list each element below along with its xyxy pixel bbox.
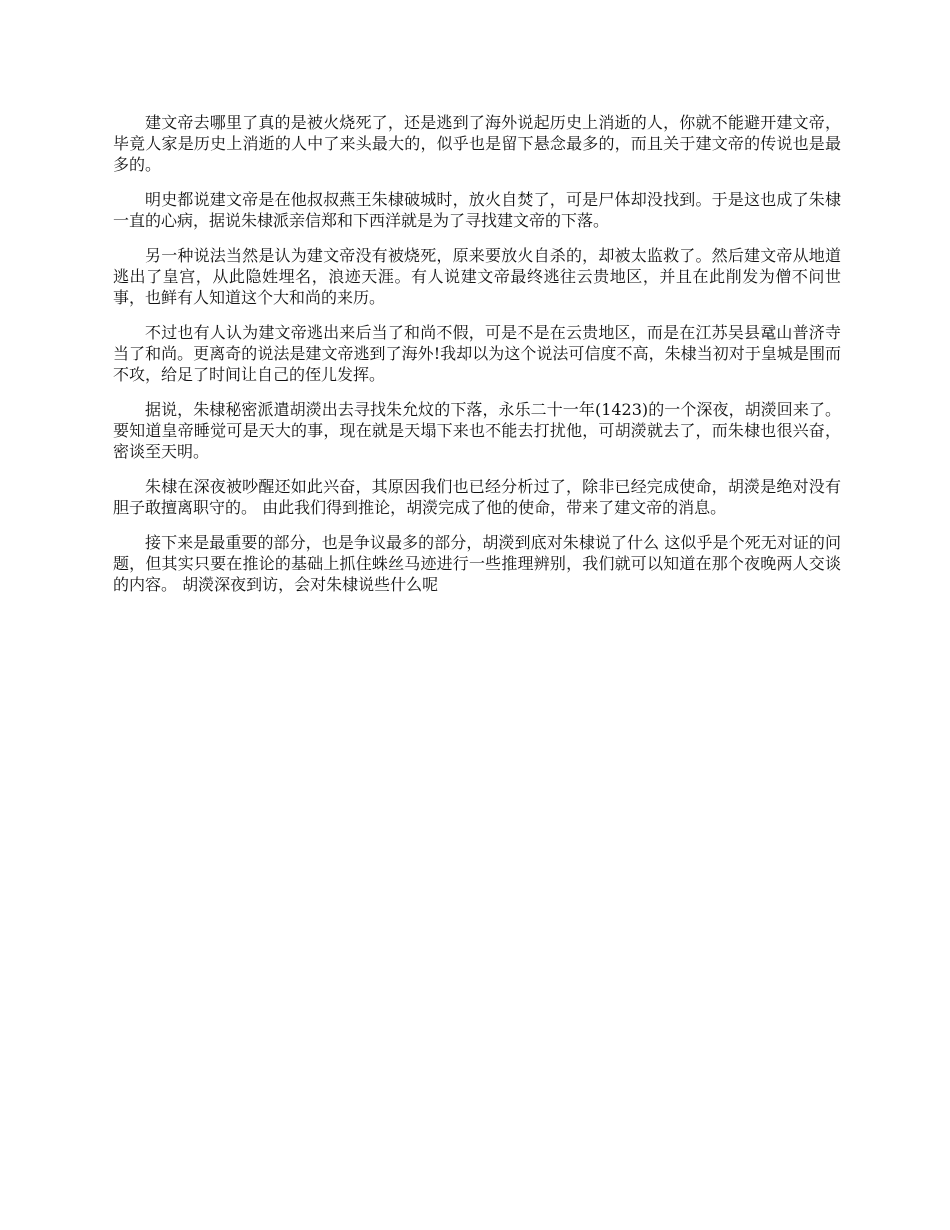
paragraph-5: 据说，朱棣秘密派遣胡濙出去寻找朱允炆的下落，永乐二十一年(1423)的一个深夜，胡濙回来了。要知道皇帝睡觉可是天大的事，现在就是天塌下来也不能去打扰他，可胡濙就去了，而朱棣也很兴奋，密谈至天明。 (113, 400, 841, 461)
paragraph-1: 建文帝去哪里了真的是被火烧死了，还是逃到了海外说起历史上消逝的人，你就不能避开建文帝，毕竟人家是历史上消逝的人中了来头最大的，似乎也是留下悬念最多的，而且关于建文帝的传说也是最多的。 (113, 113, 841, 174)
paragraph-4: 不过也有人认为建文帝逃出来后当了和尚不假，可是不是在云贵地区，而是在江苏吴县鼋山普济寺当了和尚。更离奇的说法是建文帝逃到了海外!我却以为这个说法可信度不高，朱棣当初对于皇城是围而不攻，给足了时间让自己的侄儿发挥。 (113, 323, 841, 384)
paragraph-3: 另一种说法当然是认为建文帝没有被烧死，原来要放火自杀的，却被太监救了。然后建文帝从地道逃出了皇宫，从此隐姓埋名，浪迹天涯。有人说建文帝最终逃往云贵地区，并且在此削发为僧不问世事，也鲜有人知道这个大和尚的来历。 (113, 246, 841, 307)
paragraph-7: 接下来是最重要的部分，也是争议最多的部分，胡濙到底对朱棣说了什么 这似乎是个死无对证的问题，但其实只要在推论的基础上抓住蛛丝马迹进行一些推理辨别，我们就可以知道在那个夜晚两人交谈的内容。 胡濙深夜到访，会对朱棣说些什么呢 (113, 533, 841, 594)
paragraph-6: 朱棣在深夜被吵醒还如此兴奋，其原因我们也已经分析过了，除非已经完成使命，胡濙是绝对没有胆子敢擅离职守的。 由此我们得到推论，胡濙完成了他的使命，带来了建文帝的消息。 (113, 477, 841, 517)
article-body (113, 112, 841, 609)
paragraph-2: 明史都说建文帝是在他叔叔燕王朱棣破城时，放火自焚了，可是尸体却没找到。于是这也成了朱棣一直的心病，据说朱棣派亲信郑和下西洋就是为了寻找建文帝的下落。 (113, 190, 841, 230)
